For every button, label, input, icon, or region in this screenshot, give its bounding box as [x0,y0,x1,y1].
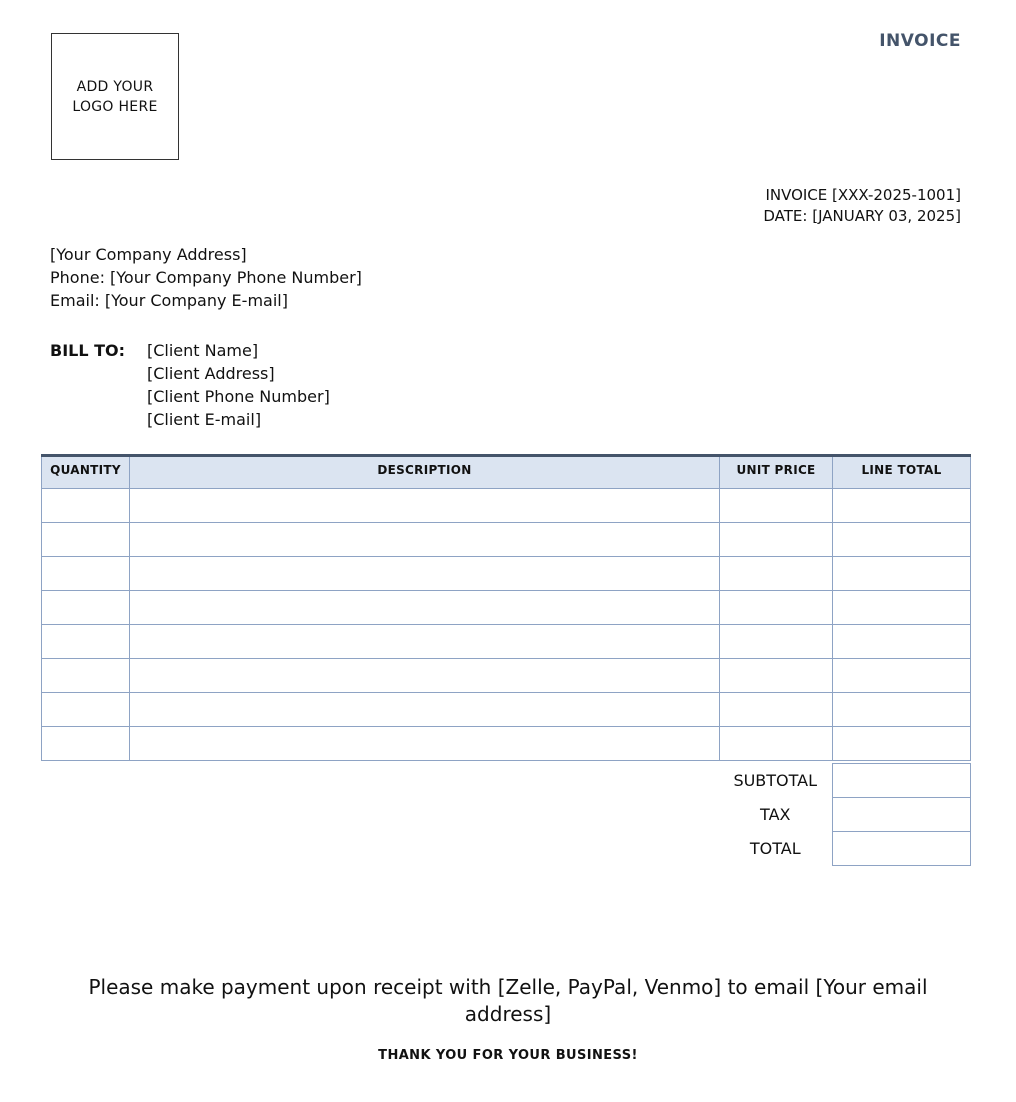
line-items-table [41,454,971,761]
description-cell[interactable] [130,591,720,625]
line-total-cell[interactable] [833,727,971,761]
unit-price-cell[interactable] [720,727,833,761]
totals-table [719,763,971,866]
total-cell[interactable] [832,832,970,866]
unit-price-cell[interactable] [720,693,833,727]
client-email: [Client E-mail] [147,410,262,429]
invoice-meta [763,185,961,227]
company-email: Email: [Your Company E-mail] [50,291,288,310]
table-row [42,591,971,625]
logo-placeholder-text: ADD YOUR LOGO HERE [72,78,158,115]
subtotal-cell[interactable] [832,764,970,798]
table-row [42,727,971,761]
description-cell[interactable] [130,557,720,591]
bill-to-label: BILL TO: [50,341,126,360]
description-cell[interactable] [130,693,720,727]
unit-price-cell[interactable] [720,625,833,659]
table-row [42,693,971,727]
table-row [42,489,971,523]
client-name: [Client Name] [147,341,259,360]
quantity-cell[interactable] [42,625,130,659]
subtotal-label: SUBTOTAL [733,771,818,790]
line-total-cell[interactable] [833,557,971,591]
description-cell[interactable] [130,489,720,523]
unit-price-cell[interactable] [720,523,833,557]
table-row [42,557,971,591]
client-phone: [Client Phone Number] [147,387,330,406]
unit-price-cell[interactable] [720,557,833,591]
invoice-title: INVOICE [879,31,961,51]
description-cell[interactable] [130,659,720,693]
line-total-cell[interactable] [833,591,971,625]
tax-label: TAX [760,805,791,824]
line-total-cell[interactable] [833,489,971,523]
header-quantity: QUANTITY [42,456,130,489]
line-total-cell[interactable] [833,625,971,659]
line-total-cell[interactable] [833,523,971,557]
quantity-cell[interactable] [42,659,130,693]
table-row [42,523,971,557]
unit-price-cell[interactable] [720,659,833,693]
description-cell[interactable] [130,625,720,659]
description-cell[interactable] [130,523,720,557]
line-total-cell[interactable] [833,693,971,727]
quantity-cell[interactable] [42,489,130,523]
table-row [42,659,971,693]
line-items-body [42,489,971,761]
thank-you-note: THANK YOU FOR YOUR BUSINESS! [378,1048,638,1063]
quantity-cell[interactable] [42,591,130,625]
client-address: [Client Address] [147,364,275,383]
logo-placeholder[interactable] [51,33,179,160]
company-info [50,243,362,312]
quantity-cell[interactable] [42,693,130,727]
quantity-cell[interactable] [42,557,130,591]
tax-row [719,798,970,832]
line-total-cell[interactable] [833,659,971,693]
unit-price-cell[interactable] [720,591,833,625]
header-line-total: LINE TOTAL [833,456,971,489]
total-label: TOTAL [749,839,801,858]
quantity-cell[interactable] [42,727,130,761]
header-description: DESCRIPTION [130,456,720,489]
subtotal-row [719,764,970,798]
invoice-date: DATE: [JANUARY 03, 2025] [763,207,961,225]
unit-price-cell[interactable] [720,489,833,523]
payment-note: Please make payment upon receipt with [Zelle, PayPal, Venmo] to email [Your email address] [88,975,928,1026]
client-info [147,339,330,431]
quantity-cell[interactable] [42,523,130,557]
invoice-number: INVOICE [XXX-2025-1001] [765,186,961,204]
company-address: [Your Company Address] [50,245,247,264]
description-cell[interactable] [130,727,720,761]
header-unit-price: UNIT PRICE [720,456,833,489]
table-header-row [42,456,971,489]
total-row [719,832,970,866]
table-row [42,625,971,659]
company-phone: Phone: [Your Company Phone Number] [50,268,362,287]
tax-cell[interactable] [832,798,970,832]
